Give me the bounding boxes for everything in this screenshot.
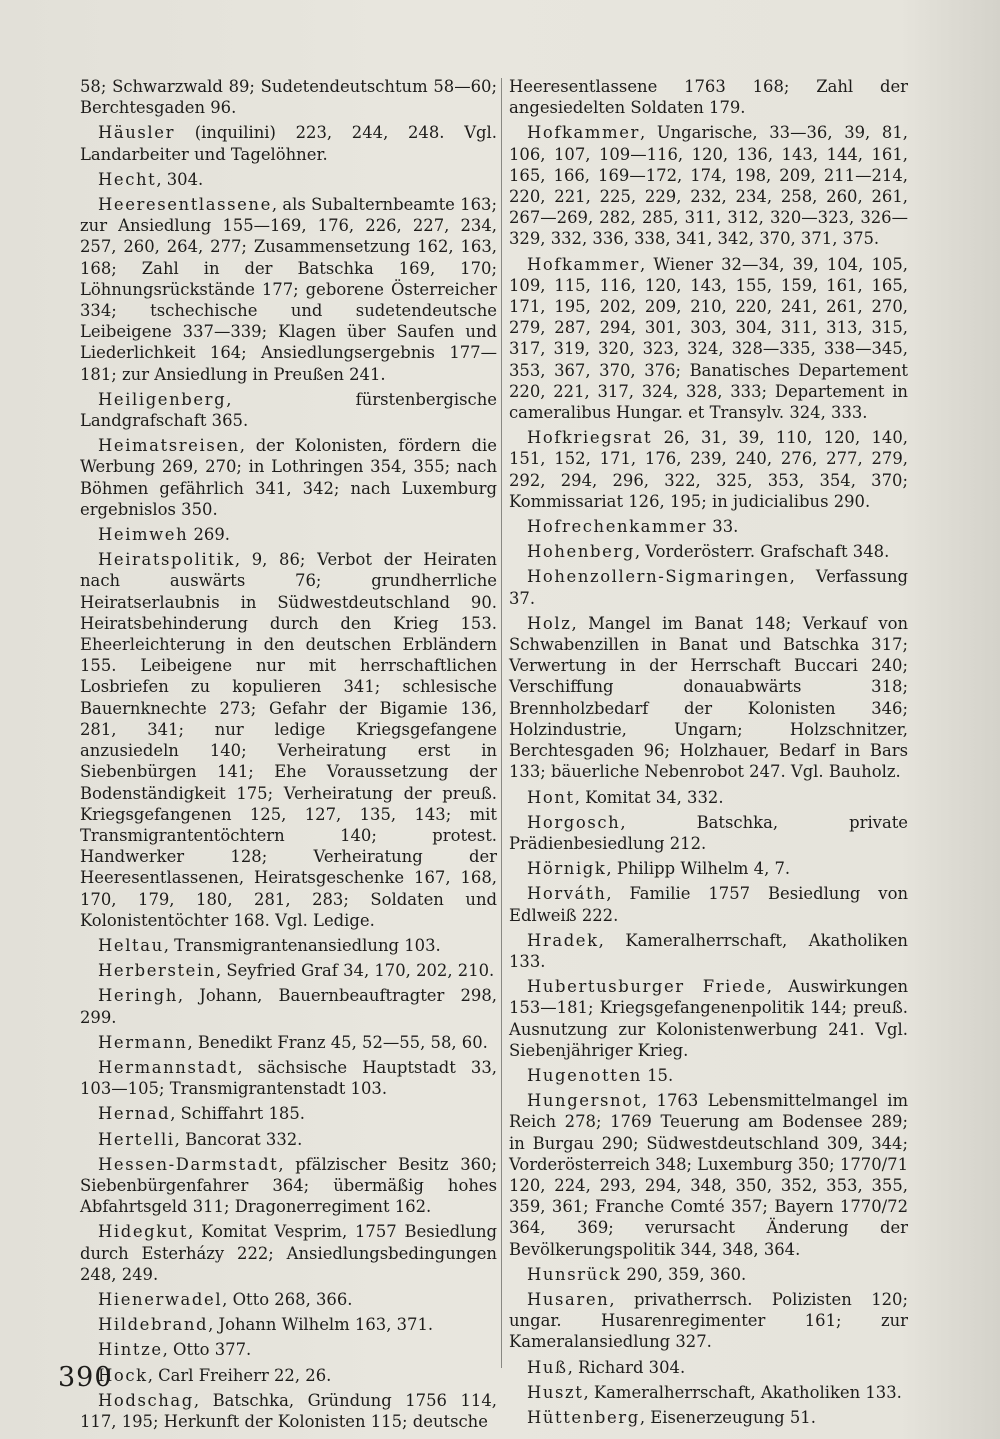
- index-entry-text: , Komitat Vesprim, 1757 Besiedlung durch Esterházy 222; Ansiedlungsbedingungen 248, 249.: [80, 1222, 497, 1284]
- index-headword: Hienerwadel: [98, 1289, 223, 1309]
- index-entry-text: , sächsische Hauptstadt 33, 103—105; Transmigrantenstadt 103.: [80, 1057, 497, 1099]
- index-headword: Hugenotten: [527, 1065, 642, 1085]
- index-headword: Heiligenberg: [98, 389, 227, 409]
- index-headword: Heimweh: [98, 525, 189, 545]
- index-entry: [509, 1289, 908, 1353]
- index-entry: [509, 76, 908, 118]
- index-headword: Heeresentlassene: [98, 195, 272, 215]
- index-headword: Hofkammer: [527, 254, 640, 274]
- index-entry-text: , Familie 1757 Besiedlung von Edlweiß 222.: [509, 884, 908, 925]
- index-entry: [509, 1357, 908, 1378]
- index-entry-text: , Eisenerzeugung 51.: [639, 1407, 816, 1427]
- index-headword: Hofkammer: [527, 123, 640, 143]
- index-entry: [80, 1129, 497, 1150]
- index-entry-text: , Johann Wilhelm 163, 371.: [208, 1315, 434, 1335]
- index-headword: Huß: [527, 1357, 568, 1377]
- index-entry-text: , Bancorat 332.: [174, 1129, 303, 1149]
- index-entry: [80, 1221, 497, 1285]
- index-entry: [509, 1407, 908, 1428]
- index-entry-text: , Wiener 32—34, 39, 104, 105, 109, 115, 116, 120, 143, 155, 159, 161, 165, 171, 195, 202, 209, 210, 220, 241, 261, 270, 279, 287, 294, 301, 303, 304, 311, 313, 315, 317, 319, 320, 323, 324, 328—335, 338—345, 353, 367, 370, 376; Banatisches Departement 220, 221, 317, 324, 328, 333; Departement in cameralibus Hungar. et Transylv. 324, 333.: [509, 254, 908, 423]
- index-headword: Hunsrück: [527, 1264, 622, 1284]
- index-headword: Holz: [527, 613, 572, 633]
- index-entry-text: 15.: [641, 1065, 674, 1085]
- index-headword: Hungersnot: [527, 1091, 642, 1111]
- index-headword: Hidegkut: [98, 1222, 189, 1242]
- index-entry-text: , Komitat 34, 332.: [574, 787, 724, 807]
- index-headword: Huszt: [527, 1382, 584, 1402]
- index-entry-text: , Kameralherrschaft, Akatholiken 133.: [583, 1382, 902, 1402]
- index-entry-text: , Verfassung 37.: [509, 567, 908, 608]
- index-entry: [509, 787, 908, 808]
- index-entry: [80, 1103, 497, 1124]
- index-headword: Hildebrand: [98, 1315, 209, 1335]
- index-headword: Hertelli: [98, 1129, 175, 1149]
- index-entry-text: , der Kolonisten, fördern die Werbung 269, 270; in Lothringen 354, 355; nach Böhmen gefährlich 341, 342; nach Luxemburg ergebnislos 350.: [80, 436, 497, 519]
- index-entry-text: , Seyfried Graf 34, 170, 202, 210.: [215, 961, 495, 981]
- index-entry-text: , 304.: [156, 169, 204, 189]
- index-entry: [80, 1390, 497, 1432]
- index-entry-text: , Kameralherrschaft, Akatholiken 133.: [509, 930, 908, 971]
- index-entry: [509, 122, 908, 249]
- index-headword: Hintze: [98, 1340, 163, 1360]
- index-entry-text: , Mangel im Banat 148; Verkauf von Schwabenzillen in Banat und Batschka 317; Verwertung in der Herrschaft Buccari 240; Verschiffung donauabwärts 318; Brennholzbedarf der Kolonisten 346; Holzindustrie, Ungarn; Holzschnitzer, Berchtesgaden 96; Holzhauer, Bedarf in Bars 133; bäuerliche Nebenrobot 247. Vgl. Bauholz.: [509, 613, 908, 782]
- index-headword: Hofrechenkammer: [527, 517, 708, 537]
- index-entry: [80, 1057, 497, 1099]
- index-entry-text: , 1763 Lebensmittelmangel im Reich 278; 1769 Teuerung am Bodensee 289; in Burgau 290; Südwestdeutschland 309, 344; Vorderösterreich 348; Luxemburg 350; 1770/71 120, 224, 293, 294, 348, 350, 352, 353, 355, 359, 361; Franche Comté 357; Bayern 1770/72 364, 369; verursacht Änderung der Bevölkerungspolitik 344, 348, 364.: [509, 1091, 908, 1259]
- index-headword: Hubertusburger Friede: [527, 977, 767, 997]
- index-headword: Hessen-Darmstadt: [98, 1154, 279, 1174]
- index-entry: [80, 1339, 497, 1360]
- index-entry-text: 58; Schwarzwald 89; Sudetendeutschtum 58—60; Berchtesgaden 96.: [80, 77, 497, 118]
- index-entry-text: , Otto 268, 366.: [222, 1289, 353, 1309]
- index-headword: Hock: [98, 1365, 148, 1385]
- index-entry-text: 290, 359, 360.: [621, 1264, 747, 1284]
- index-headword: Hermann: [98, 1032, 188, 1052]
- index-entry-text: 33.: [707, 517, 739, 537]
- index-entry-text: , als Subalternbeamte 163; zur Ansiedlung 155—169, 176, 226, 227, 234, 257, 260, 264, 277; Zusammensetzung 162, 163, 168; Zahl in der Batschka 169, 170; Löhnungsrückstände 177; geborene Österreicher 334; tschechische und sudetendeutsche Leibeigene 337—339; Klagen über Saufen und Liederlichkeit 164; Ansiedlungsergebnis 177—181; zur Ansiedlung in Preußen 241.: [80, 195, 497, 384]
- index-entry-text: , Vorderösterr. Grafschaft 348.: [634, 542, 890, 562]
- index-headword: Heimatsreisen: [98, 436, 240, 456]
- index-entry: [509, 1264, 908, 1285]
- index-entry-text: 26, 31, 39, 110, 120, 140, 151, 152, 171, 176, 239, 240, 276, 277, 279, 292, 294, 296, 322, 325, 353, 354, 370; Kommissariat 126, 195; in judicialibus 290.: [509, 428, 908, 511]
- index-entry-text: , pfälzischer Besitz 360; Siebenbürgenfahrer 364; übermäßig hohes Abfahrtsgeld 311; Dragonerregiment 162.: [80, 1154, 497, 1217]
- index-entry-text: , Philipp Wilhelm 4, 7.: [606, 859, 791, 879]
- index-headword: Heltau: [98, 935, 164, 955]
- index-entry-text: , 9, 86; Verbot der Heiraten nach auswärts 76; grundherrliche Heiratserlaubnis in Südwestdeutschland 90. Heiratsbehinderung durch den Krieg 153. Eheerleichterung in den deutschen Erbländern 155. Leibeigene nur mit herrschaftlichen Losbriefen zu kopulieren 341; schlesische Bauernknechte 273; Gefahr der Bigamie 136, 281, 341; nur ledige Kriegsgefangene anzusiedeln 140; Verheiratung erst in Siebenbürgen 141; Ehe Voraussetzung der Bodenständigkeit 175; Verheiratung der preuß. Kriegsgefangenen 125, 127, 135, 143; mit Transmigrantentöchtern 140; protest. Handwerker 128; Verheiratung der Heeresentlassenen, Heiratsgeschenke 167, 168, 170, 179, 180, 281, 283; Soldaten und Kolonistentöchter 168. Vgl. Ledige.: [80, 550, 497, 930]
- index-headword: Husaren: [527, 1289, 610, 1309]
- index-entry: [80, 935, 497, 956]
- index-entry: [509, 613, 908, 783]
- index-headword: Hohenzollern-Sigmaringen: [527, 567, 790, 587]
- index-entry: [80, 985, 497, 1027]
- index-entry: [509, 812, 908, 854]
- index-entry: [509, 858, 908, 879]
- index-headword: Horgosch: [527, 812, 621, 832]
- index-entry-text: , Benedikt Franz 45, 52—55, 58, 60.: [187, 1032, 488, 1052]
- index-headword: Hohenberg: [527, 542, 635, 562]
- index-headword: Hradek: [527, 930, 599, 950]
- index-entry: [80, 76, 497, 118]
- index-entry-text: , Schiffahrt 185.: [170, 1104, 305, 1124]
- index-entry: [509, 1090, 908, 1260]
- index-headword: Heiratspolitik: [98, 550, 235, 570]
- index-headword: Hörnigk: [527, 859, 607, 879]
- index-entry: [80, 122, 497, 164]
- index-entry: [80, 389, 497, 431]
- index-entry-text: , Batschka, Gründung 1756 114, 117, 195; Herkunft der Kolonisten 115; deutsche: [80, 1390, 497, 1431]
- index-headword: Horváth: [527, 884, 607, 904]
- index-entry-text: , Johann, Bauernbeauftragter 298, 299.: [80, 986, 497, 1027]
- index-entry: [509, 566, 908, 608]
- index-entry: [80, 1032, 497, 1053]
- index-entry-text: , Ungarische, 33—36, 39, 81, 106, 107, 109—116, 120, 136, 143, 144, 161, 165, 166, 169—172, 174, 198, 209, 211—214, 220, 221, 225, 229, 232, 234, 258, 260, 261, 267—269, 282, 285, 311, 312, 320—323, 326—329, 332, 336, 338, 341, 342, 370, 371, 375.: [509, 123, 908, 249]
- index-entry: [509, 1382, 908, 1403]
- index-entry-text: , privatherrsch. Polizisten 120; ungar. Husarenregimenter 161; zur Kameralansiedlung 327.: [509, 1289, 908, 1352]
- index-headword: Hodschag: [98, 1390, 194, 1410]
- index-column-right: [509, 76, 908, 1432]
- index-column-left: [80, 76, 497, 1436]
- index-entry-text: , Carl Freiherr 22, 26.: [147, 1365, 332, 1385]
- index-entry-text: Heeresentlassene 1763 168; Zahl der angesiedelten Soldaten 179.: [509, 77, 908, 118]
- index-entry: [80, 1365, 497, 1386]
- index-entry: [509, 541, 908, 562]
- index-entry: [509, 254, 908, 424]
- index-entry: [80, 1154, 497, 1218]
- index-entry-text: 269.: [188, 525, 230, 545]
- index-headword: Häusler: [98, 123, 176, 143]
- index-headword: Herberstein: [98, 961, 216, 981]
- index-entry-text: (inquilini) 223, 244, 248. Vgl. Landarbeiter und Tagelöhner.: [80, 123, 497, 164]
- index-entry: [80, 194, 497, 385]
- index-entry: [509, 976, 908, 1061]
- index-entry: [509, 516, 908, 537]
- column-divider: [501, 78, 502, 1368]
- index-headword: Hofkriegsrat: [527, 428, 653, 448]
- index-entry-text: , fürstenbergische Landgrafschaft 365.: [80, 389, 497, 431]
- index-entry: [509, 1065, 908, 1086]
- index-headword: Heringh: [98, 986, 178, 1006]
- index-entry: [80, 960, 497, 981]
- index-entry-text: , Auswirkungen 153—181; Kriegsgefangenenpolitik 144; preuß. Ausnutzung zur Kolonistenwerbung 241. Vgl. Siebenjähriger Krieg.: [509, 977, 908, 1060]
- index-entry-text: , Batschka, private Prädienbesiedlung 212.: [509, 812, 908, 853]
- index-entry: [80, 435, 497, 520]
- index-entry: [80, 1314, 497, 1335]
- index-headword: Hermannstadt: [98, 1057, 238, 1077]
- index-headword: Hernad: [98, 1104, 171, 1124]
- index-entry-text: , Richard 304.: [567, 1357, 686, 1377]
- index-headword: Hecht: [98, 169, 157, 189]
- index-entry: [509, 930, 908, 972]
- index-entry: [80, 524, 497, 545]
- index-entry: [80, 549, 497, 931]
- index-entry: [509, 427, 908, 512]
- index-headword: Hüttenberg: [527, 1407, 640, 1427]
- index-entry-text: , Transmigrantenansiedlung 103.: [163, 935, 441, 955]
- index-entry-text: , Otto 377.: [162, 1340, 252, 1360]
- index-entry: [509, 883, 908, 925]
- index-headword: Hont: [527, 787, 575, 807]
- page-number: 390: [58, 1362, 113, 1393]
- index-entry: [80, 169, 497, 190]
- index-entry: [80, 1289, 497, 1310]
